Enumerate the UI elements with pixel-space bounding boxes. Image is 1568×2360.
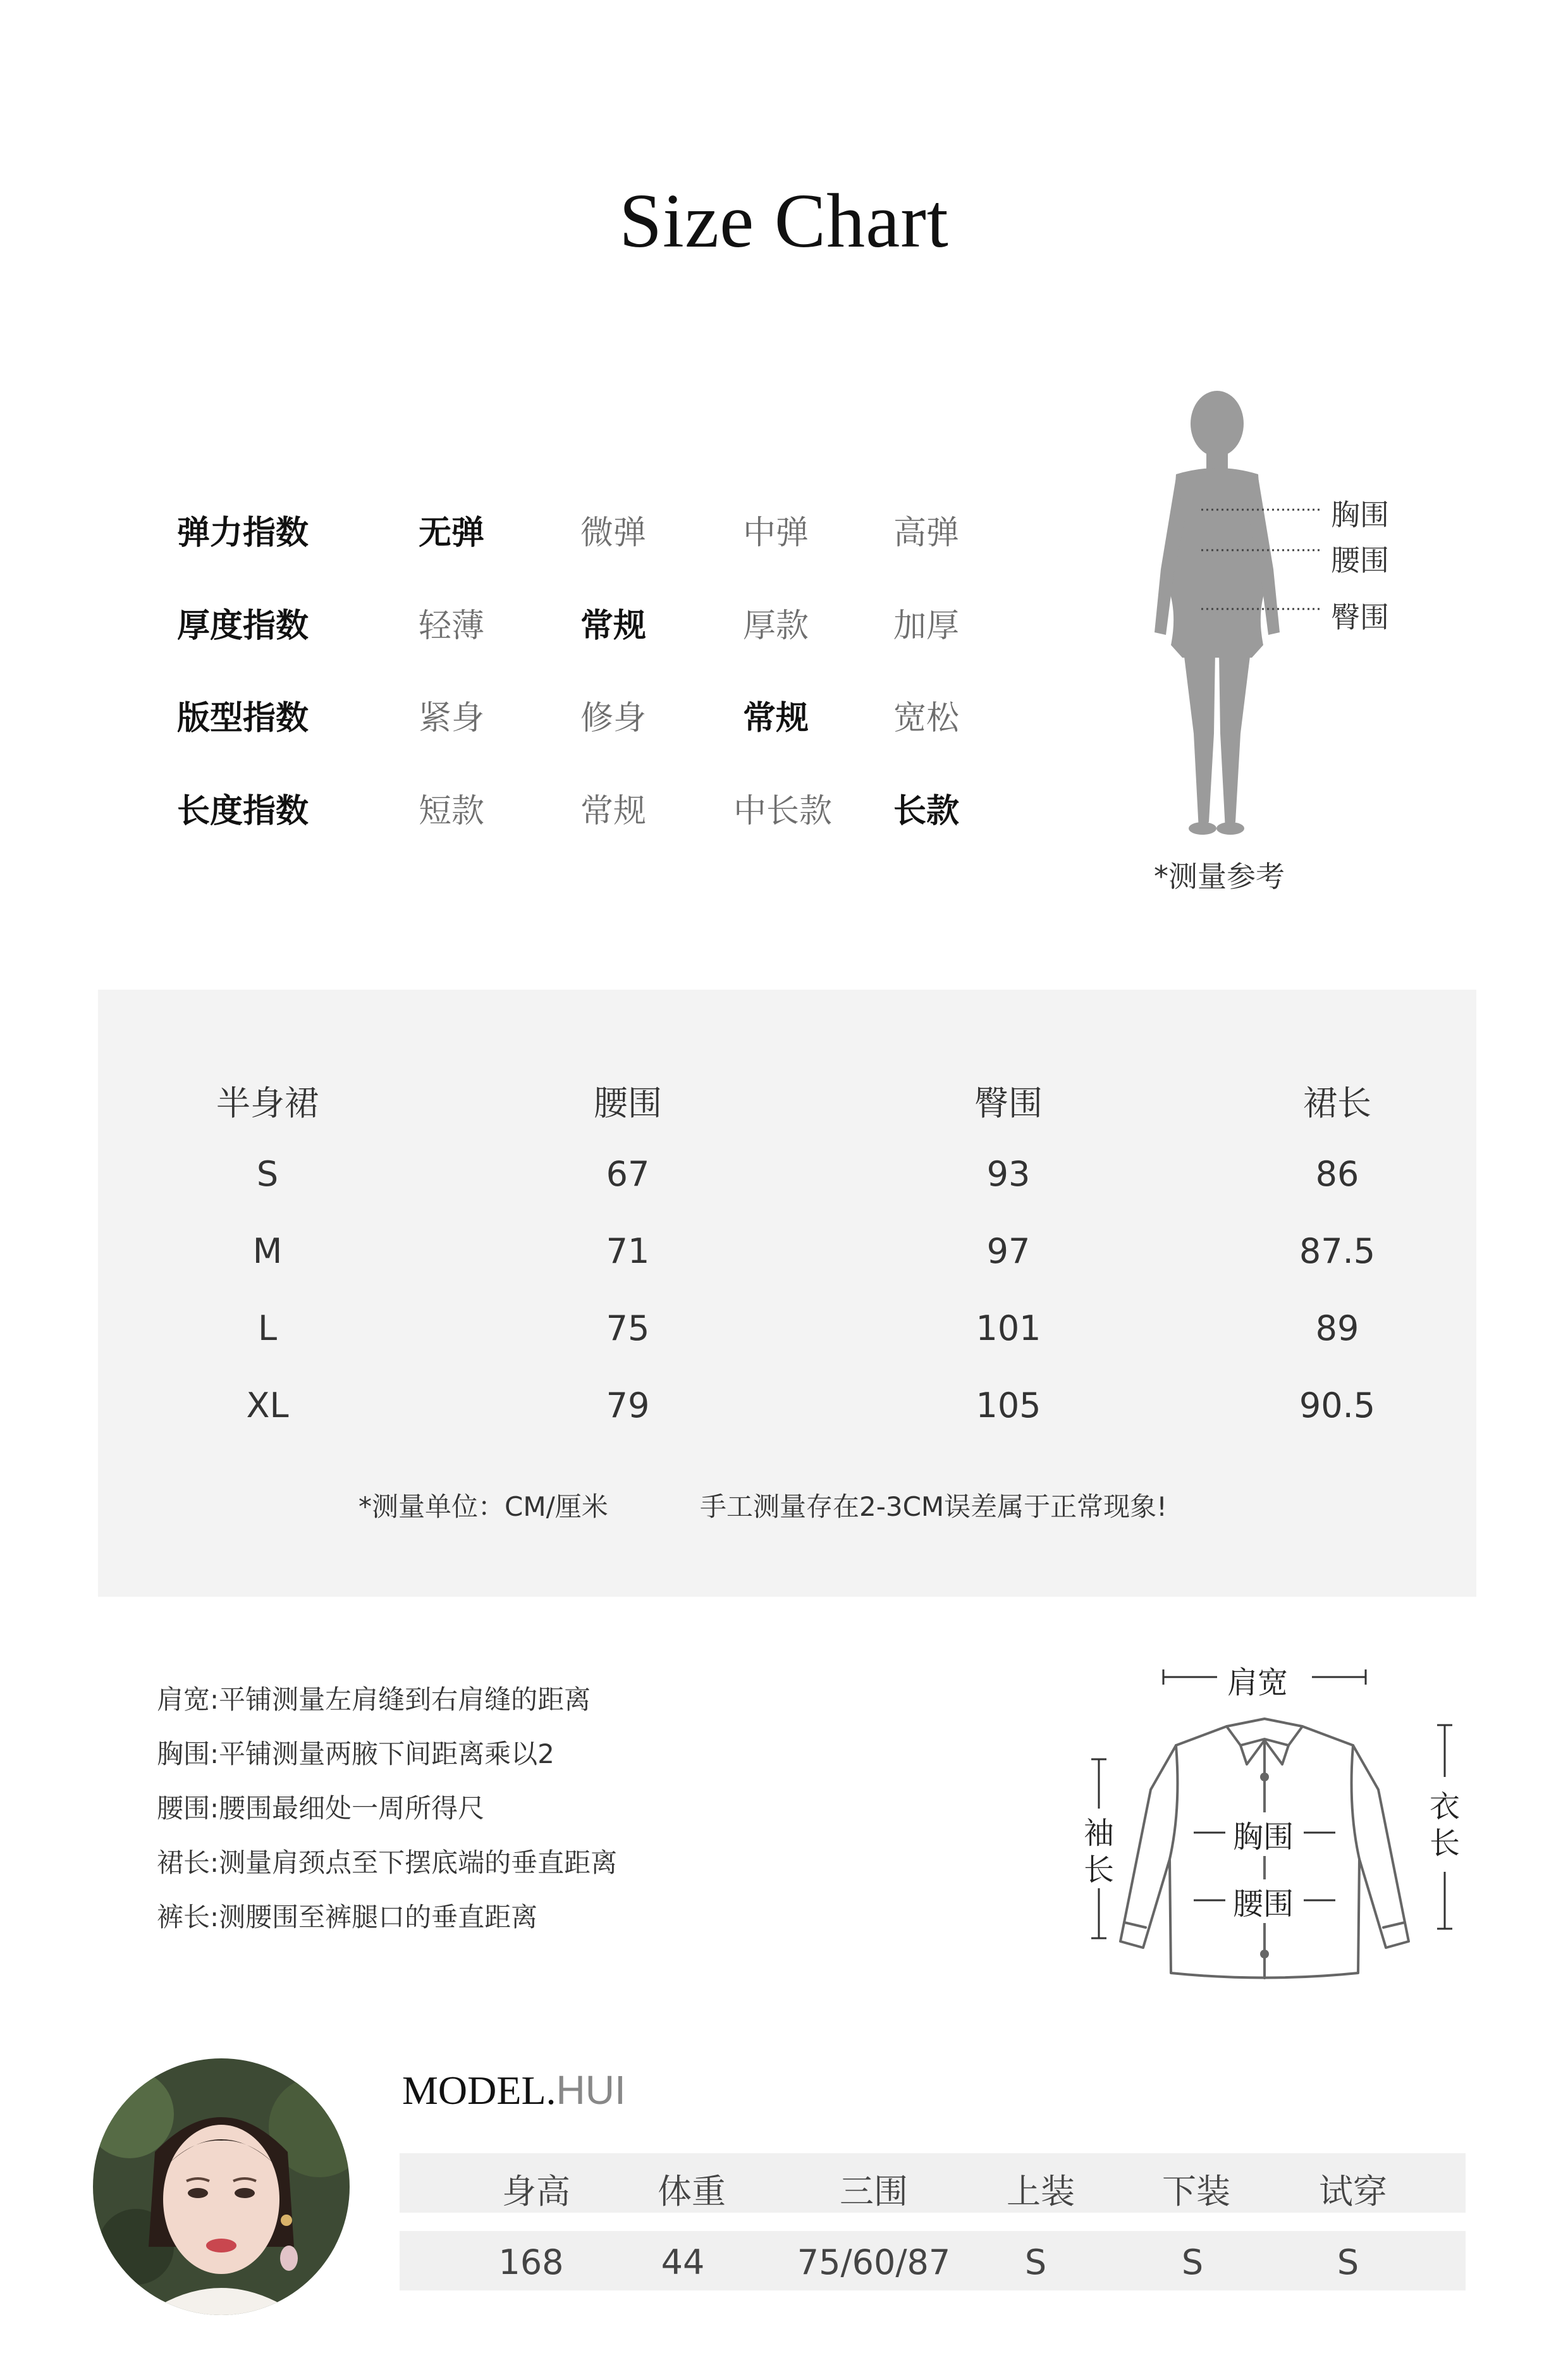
- table-cell: 75: [606, 1308, 650, 1348]
- index-option: 微弹: [580, 514, 647, 552]
- definition-skirt-length: 裙长:测量肩颈点至下摆底端的垂直距离: [157, 1847, 618, 1878]
- index-row-length: [177, 784, 999, 847]
- index-option: 宽松: [893, 699, 960, 737]
- jacket-label-chest: 胸围: [1229, 1812, 1297, 1856]
- model-title-prefix: MODEL.: [402, 2068, 556, 2113]
- table-header: 裙长: [1303, 1083, 1371, 1123]
- model-name: HUI: [556, 2067, 626, 2113]
- page-title: Size Chart: [619, 178, 949, 264]
- index-option: 修身: [580, 699, 647, 737]
- table-cell: 67: [606, 1154, 650, 1194]
- figure-label-waist: 腰围: [1331, 543, 1389, 577]
- index-option: 无弹: [419, 514, 485, 552]
- jacket-label-shoulder: 肩宽: [1223, 1658, 1292, 1702]
- definition-waist: 腰围:腰围最细处一周所得尺: [157, 1793, 485, 1824]
- model-value: 75/60/87: [797, 2242, 951, 2282]
- model-header: 身高: [502, 2172, 570, 2211]
- model-avatar: [92, 2057, 351, 2316]
- table-cell: 87.5: [1299, 1231, 1376, 1271]
- measure-unit-note: *测量单位：CM/厘米: [358, 1491, 608, 1522]
- table-cell: 105: [976, 1386, 1041, 1425]
- index-option: 紧身: [419, 699, 485, 737]
- jacket-label-length: 衣长: [1426, 1788, 1464, 1862]
- table-cell: 90.5: [1299, 1386, 1376, 1425]
- table-cell: 101: [976, 1308, 1041, 1348]
- model-value-row: [400, 2231, 1466, 2290]
- index-label: 弹力指数: [177, 514, 309, 552]
- figure-caption: *测量参考: [1154, 859, 1285, 894]
- model-header: 试穿: [1319, 2172, 1387, 2211]
- index-option: 常规: [580, 792, 647, 830]
- index-option: 长款: [893, 792, 960, 830]
- definition-pants-length: 裤长:测腰围至裤腿口的垂直距离: [157, 1902, 538, 1933]
- index-option: 常规: [580, 607, 647, 645]
- index-option: 中弹: [743, 514, 809, 552]
- index-option: 加厚: [893, 607, 960, 645]
- index-option: 中长款: [733, 792, 833, 830]
- table-cell: 71: [606, 1231, 650, 1271]
- size-table-panel: [98, 990, 1476, 1597]
- model-value: 44: [661, 2242, 705, 2282]
- model-title: [402, 2067, 626, 2114]
- index-option: 短款: [419, 792, 485, 830]
- table-cell: 86: [1315, 1154, 1359, 1194]
- index-row-fit: [177, 691, 999, 754]
- index-option: 厚款: [743, 607, 809, 645]
- table-cell: M: [252, 1231, 283, 1271]
- measure-error-note: 手工测量存在2-3CM误差属于正常现象!: [700, 1491, 1167, 1522]
- model-header-row: [400, 2153, 1466, 2213]
- table-cell: L: [257, 1308, 278, 1348]
- table-header: 腰围: [594, 1083, 662, 1123]
- model-value: S: [1024, 2242, 1047, 2282]
- table-cell: XL: [246, 1386, 289, 1425]
- body-silhouette-figure: [1132, 379, 1321, 847]
- definition-chest: 胸围:平铺测量两腋下间距离乘以2: [157, 1738, 554, 1769]
- index-option: 轻薄: [419, 607, 485, 645]
- table-header: 半身裙: [216, 1083, 319, 1123]
- table-cell: 89: [1315, 1308, 1359, 1348]
- jacket-label-waist: 腰围: [1229, 1879, 1297, 1923]
- figure-label-hip: 臀围: [1331, 600, 1389, 634]
- model-header: 下装: [1162, 2172, 1230, 2211]
- table-cell: 93: [986, 1154, 1031, 1194]
- index-label: 版型指数: [177, 699, 309, 737]
- model-header: 三围: [840, 2172, 908, 2211]
- index-row-thickness: [177, 599, 999, 662]
- model-header: 体重: [658, 2172, 726, 2211]
- table-header: 臀围: [974, 1083, 1043, 1123]
- jacket-label-sleeve: 袖长: [1080, 1815, 1118, 1888]
- table-cell: S: [256, 1154, 279, 1194]
- table-cell: 97: [986, 1231, 1031, 1271]
- table-cell: 79: [606, 1386, 650, 1425]
- model-value: S: [1337, 2242, 1359, 2282]
- index-option: 高弹: [893, 514, 960, 552]
- index-label: 厚度指数: [177, 607, 309, 645]
- index-option: 常规: [743, 699, 809, 737]
- model-header: 上装: [1007, 2172, 1075, 2211]
- index-row-elasticity: [177, 506, 999, 569]
- index-label: 长度指数: [177, 792, 309, 830]
- model-value: S: [1181, 2242, 1204, 2282]
- definition-shoulder: 肩宽:平铺测量左肩缝到右肩缝的距离: [157, 1684, 591, 1715]
- model-value: 168: [498, 2242, 564, 2282]
- figure-label-chest: 胸围: [1331, 498, 1389, 532]
